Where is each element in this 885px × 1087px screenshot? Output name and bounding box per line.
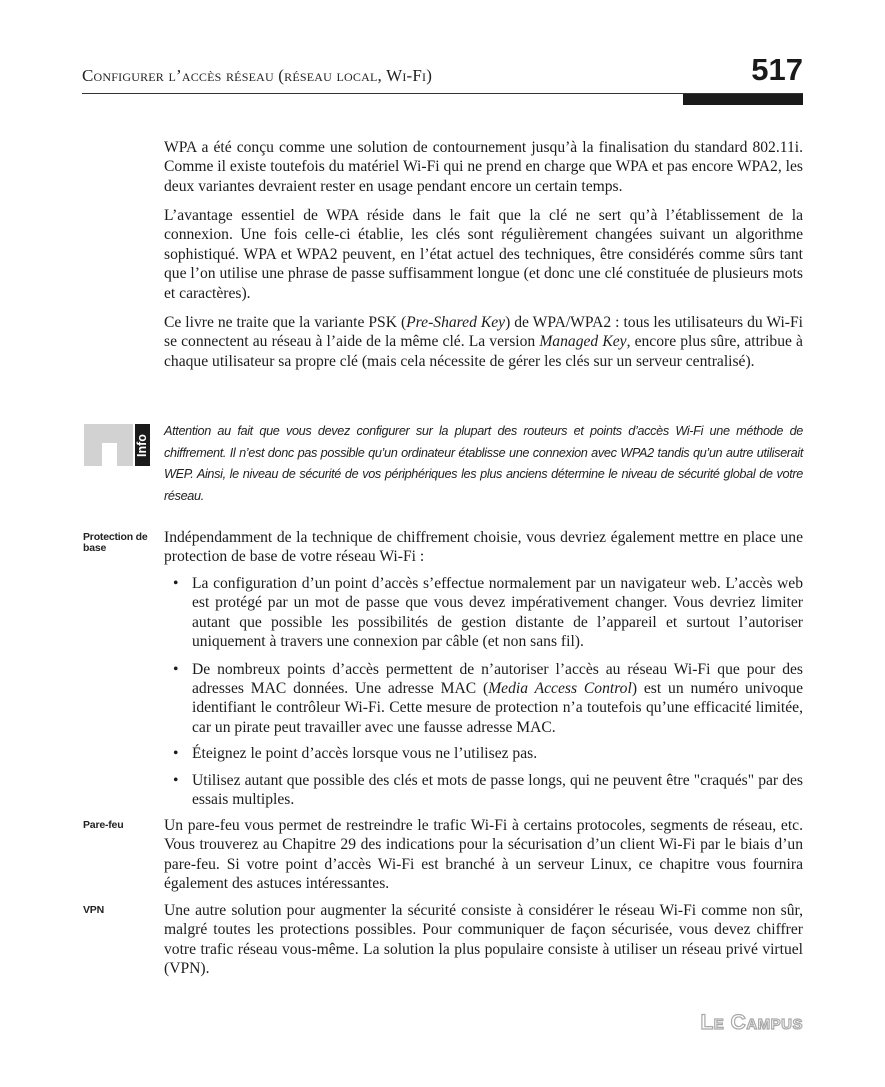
vpn-paragraph: Une autre solution pour augmenter la sécurité consiste à considérer le réseau Wi-Fi comme non sûr, malgré toutes les protections possibles. Pour communiquer de façon sécurisée, vous devez chiffrer votre trafic réseau vous-même. La solution la plus populaire consiste à utiliser un réseau privé virtuel (VPN). bbox=[164, 902, 803, 978]
list-item bbox=[173, 771, 803, 810]
margin-label-protection: Protection de base bbox=[83, 531, 148, 554]
info-icon-label: Info bbox=[135, 434, 149, 457]
paragraph-psk bbox=[164, 313, 803, 371]
bullet-marker: • bbox=[173, 771, 179, 789]
mac-term: Media Access Control bbox=[488, 680, 632, 698]
info-icon bbox=[84, 424, 151, 466]
bullet-text-before: De nombreux points d’accès permettent de n’autoriser l’accès au réseau Wi-Fi que pour des adresses MAC données. Une adresse MAC ( bbox=[192, 660, 803, 698]
margin-label-parefeu: Pare-feu bbox=[83, 819, 124, 831]
bullet-marker: • bbox=[173, 660, 179, 678]
psk-text-after: , encore plus sûre, attribue à chaque utilisateur sa propre clé (mais cela nécessite de gérer les clés sur un serveur centralisé). bbox=[164, 333, 803, 370]
list-item bbox=[173, 660, 803, 738]
list-item bbox=[173, 574, 803, 652]
list-item bbox=[173, 744, 803, 763]
psk-text-middle: ) de WPA/WPA2 : tous les utilisateurs du Wi-Fi se connectent au réseau à l’aide de la même clé. La version bbox=[164, 314, 803, 351]
psk-term: Pre-Shared Key bbox=[406, 314, 506, 331]
page-number: 517 bbox=[751, 52, 803, 87]
publisher-logo: Le Campus bbox=[700, 1011, 803, 1034]
bullet-marker: • bbox=[173, 575, 179, 592]
info-note-text: Attention au fait que vous devez configurer sur la plupart des routeurs et points d’accès Wi-Fi une méthode de chiffrement. Il n’est donc pas possible qu’un ordinateur établisse une connexion avec WPA2 tandis qu’un autre utiliserait WEP. Ainsi, le niveau de sécurité de vos périphériques les plus anciens détermine le niveau de sécurité global de votre réseau. bbox=[164, 424, 803, 503]
bullet-text-after: ) est un numéro univoque identifiant le contrôleur Wi-Fi. Cette mesure de protection n’a toutefois qu’une efficacité limitée, car un pirate peut travailler avec une fausse adresse MAC. bbox=[192, 680, 804, 736]
managed-key-term: Managed Key bbox=[539, 333, 627, 351]
protection-bullet-list bbox=[173, 574, 803, 809]
protection-intro: Indépendamment de la technique de chiffrement choisie, vous devriez également mettre en place une protection de base de votre réseau Wi-Fi : bbox=[164, 529, 803, 566]
bullet-text: Utilisez autant que possible des clés et mots de passe longs, qui ne peuvent être "craqués" par des essais multiples. bbox=[192, 771, 803, 809]
margin-label-vpn: VPN bbox=[83, 904, 104, 916]
bullet-text: La configuration d’un point d’accès s’effectue normalement par un navigateur web. L’accès web est protégé par un mot de passe que vous devez impérativement changer. Vous devriez limiter autant que possible les possibilités de gestion distante de l’appareil et surtout l’autoriser uniquement à travers une connexion par câble (et non sans fil). bbox=[192, 575, 803, 651]
running-header-title: Configurer l’accès réseau (réseau local, Wi-Fi) bbox=[82, 66, 433, 85]
psk-text-before: Ce livre ne traite que la variante PSK ( bbox=[164, 314, 407, 331]
paragraph-wpa-advantage: L’avantage essentiel de WPA réside dans le fait que la clé ne sert qu’à l’établissement de la connexion. Une fois celle-ci établie, les clés sont régulièrement changées suivant un algorithme sophistiqué. WPA et WPA2 peuvent, en l’état actuel des techniques, être considérés comme sûrs tant que l’on utilise une phrase de passe suffisamment longue (et donc une clé constituée de plusieurs mots et caractères). bbox=[164, 207, 803, 302]
bullet-marker: • bbox=[173, 745, 179, 763]
header-bar bbox=[683, 94, 803, 105]
bullet-text: Éteignez le point d’accès lorsque vous ne l’utilisez pas. bbox=[192, 745, 538, 763]
parefeu-paragraph: Un pare-feu vous permet de restreindre le trafic Wi-Fi à certains protocoles, segments de réseau, etc. Vous trouverez au Chapitre 29 des indications pour la sécurisation d’un client Wi-Fi par le biais d’un pare-feu. Si votre point d’accès Wi-Fi est branché à un serveur Linux, ce chapitre vous fournira également des astuces intéressantes. bbox=[164, 817, 803, 893]
paragraph-wpa-intro: WPA a été conçu comme une solution de contournement jusqu’à la finalisation du standard 802.11i. Comme il existe toutefois du matériel Wi-Fi qui ne prend en charge que WPA et pas encore WPA2, les deux variantes devraient rester en usage pendant encore un certain temps. bbox=[164, 139, 803, 195]
